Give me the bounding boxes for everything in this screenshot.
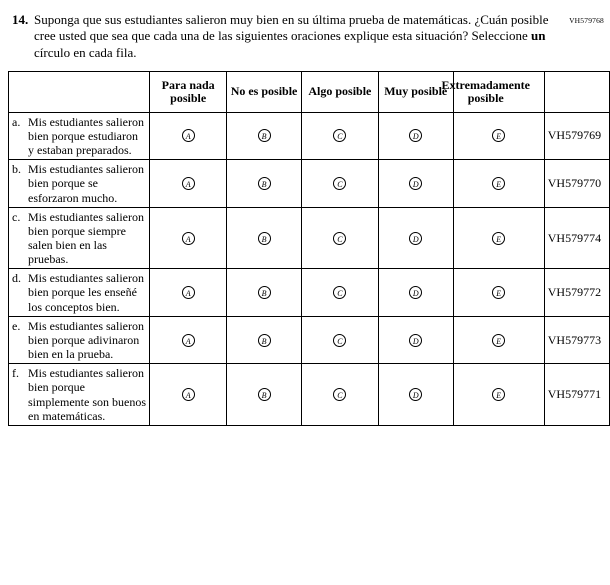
page-accession-code: VH579768 <box>569 16 604 25</box>
option-circle-d[interactable]: D <box>409 334 422 347</box>
header-algo-posible <box>302 71 379 112</box>
option-cell <box>150 160 227 207</box>
row-statement-cell <box>9 269 150 316</box>
header-label: Para nada posible <box>161 77 215 105</box>
row-statement-text: Mis estudiantes salieron bien porque simplemente son buenos en matemáticas. <box>28 366 146 423</box>
option-cell <box>453 207 544 269</box>
option-cell <box>453 160 544 207</box>
option-cell <box>227 316 302 363</box>
question-block <box>12 12 572 61</box>
row-letter: c. <box>12 209 21 224</box>
header-row <box>9 71 610 112</box>
option-circle-c[interactable]: C <box>333 388 346 401</box>
row-statement-cell <box>9 112 150 159</box>
option-cell <box>378 160 453 207</box>
response-matrix-table <box>8 71 610 426</box>
option-circle-c[interactable]: C <box>333 129 346 142</box>
option-cell <box>302 364 379 426</box>
option-circle-d[interactable]: D <box>409 129 422 142</box>
option-circle-e[interactable]: E <box>492 286 505 299</box>
row-statement-text: Mis estudiantes salieron bien porque adivinaron bien en la prueba. <box>28 318 144 362</box>
row-letter: e. <box>12 318 21 333</box>
option-cell <box>227 112 302 159</box>
question-number: 14. <box>12 12 29 27</box>
option-cell <box>453 364 544 426</box>
option-circle-d[interactable]: D <box>409 232 422 245</box>
option-circle-e[interactable]: E <box>492 177 505 190</box>
option-cell <box>302 207 379 269</box>
option-circle-a[interactable]: A <box>182 177 195 190</box>
header-extremadamente-posible <box>441 71 544 112</box>
row-statement-text: Mis estudiantes salieron bien porque siempre salen bien en las pruebas. <box>28 209 144 267</box>
header-no-es-posible <box>227 71 302 112</box>
option-cell <box>227 160 302 207</box>
option-circle-e[interactable]: E <box>492 232 505 245</box>
row-accession-code: VH579771 <box>544 364 609 426</box>
table-row <box>9 160 610 207</box>
option-circle-d[interactable]: D <box>409 286 422 299</box>
option-cell <box>453 269 544 316</box>
option-circle-b[interactable]: B <box>258 177 271 190</box>
row-letter: f. <box>12 366 19 381</box>
header-empty-cell <box>9 71 150 112</box>
question-text-part1: Suponga que sus estudiantes salieron muy bien en su última prueba de matemáticas. ¿Cuán posible cree usted que sea que cada una de las siguientes oraciones explique esta situación? Seleccione <box>34 12 549 44</box>
question-text <box>34 12 572 61</box>
option-circle-b[interactable]: B <box>258 232 271 245</box>
option-circle-e[interactable]: E <box>492 129 505 142</box>
table-row <box>9 112 610 159</box>
header-code-spacer <box>544 71 609 112</box>
option-cell <box>302 269 379 316</box>
table-row <box>9 269 610 316</box>
row-accession-code: VH579769 <box>544 112 609 159</box>
option-cell <box>227 364 302 426</box>
option-circle-a[interactable]: A <box>182 334 195 347</box>
option-circle-b[interactable]: B <box>258 286 271 299</box>
header-para-nada-posible <box>150 71 227 112</box>
option-cell <box>227 269 302 316</box>
option-circle-c[interactable]: C <box>333 177 346 190</box>
option-cell <box>453 112 544 159</box>
row-statement-cell <box>9 364 150 426</box>
option-cell <box>302 316 379 363</box>
option-circle-e[interactable]: E <box>492 388 505 401</box>
option-cell <box>150 316 227 363</box>
row-accession-code: VH579770 <box>544 160 609 207</box>
option-circle-e[interactable]: E <box>492 334 505 347</box>
row-letter: a. <box>12 114 21 129</box>
option-cell <box>378 207 453 269</box>
header-label: Algo posible <box>308 84 372 99</box>
option-circle-a[interactable]: A <box>182 129 195 142</box>
row-statement-text: Mis estudiantes salieron bien porque estudiaron y estaban preparados. <box>28 114 144 158</box>
option-circle-d[interactable]: D <box>409 177 422 190</box>
option-circle-b[interactable]: B <box>258 388 271 401</box>
table-row <box>9 316 610 363</box>
row-accession-code: VH579774 <box>544 207 609 269</box>
option-circle-c[interactable]: C <box>333 232 346 245</box>
option-cell <box>150 364 227 426</box>
row-statement-text: Mis estudiantes salieron bien porque se esforzaron mucho. <box>28 162 144 205</box>
option-circle-d[interactable]: D <box>409 388 422 401</box>
row-statement-cell <box>9 316 150 363</box>
row-statement-cell <box>9 207 150 269</box>
row-statement-cell <box>9 160 150 207</box>
option-circle-c[interactable]: C <box>333 334 346 347</box>
option-cell <box>150 112 227 159</box>
option-cell <box>150 269 227 316</box>
option-circle-b[interactable]: B <box>258 334 271 347</box>
option-circle-a[interactable]: A <box>182 286 195 299</box>
table-row <box>9 207 610 269</box>
row-letter: d. <box>12 271 21 286</box>
option-cell <box>378 364 453 426</box>
option-cell <box>378 269 453 316</box>
option-cell <box>227 207 302 269</box>
option-circle-c[interactable]: C <box>333 286 346 299</box>
option-circle-a[interactable]: A <box>182 232 195 245</box>
option-cell <box>453 316 544 363</box>
question-text-part2: círculo en cada fila. <box>34 44 137 60</box>
row-letter: b. <box>12 162 21 177</box>
option-cell <box>302 160 379 207</box>
header-label: Muy posible <box>384 84 448 99</box>
row-statement-text: Mis estudiantes salieron bien porque les enseñé los conceptos bien. <box>28 271 144 314</box>
option-circle-b[interactable]: B <box>258 129 271 142</box>
header-label: No es posible <box>230 84 298 99</box>
question-text-bold: un <box>531 28 546 44</box>
header-label: Extremadamente posible <box>441 77 530 105</box>
option-cell <box>302 112 379 159</box>
table-row <box>9 364 610 426</box>
option-circle-a[interactable]: A <box>182 388 195 401</box>
option-cell <box>150 207 227 269</box>
option-cell <box>378 316 453 363</box>
option-cell <box>378 112 453 159</box>
row-accession-code: VH579772 <box>544 269 609 316</box>
row-accession-code: VH579773 <box>544 316 609 363</box>
